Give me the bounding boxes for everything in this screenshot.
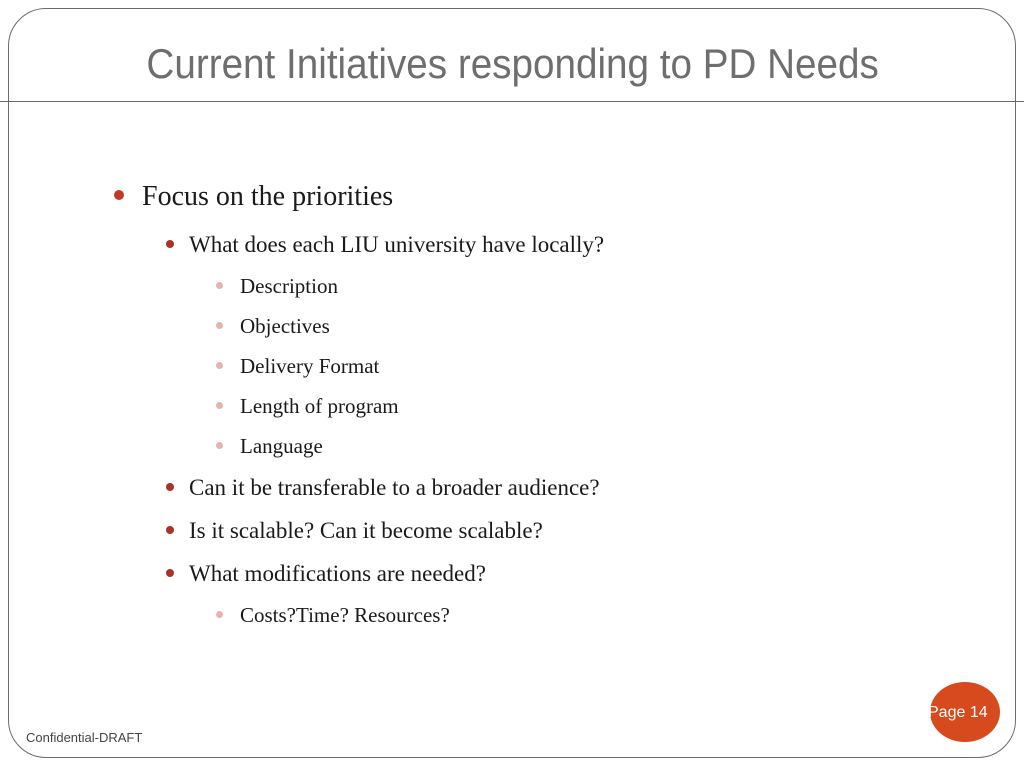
- slide-title: Current Initiatives responding to PD Needs: [146, 40, 879, 87]
- bullet-item: [216, 603, 450, 628]
- page-number: Page 14: [928, 704, 988, 721]
- bullet-item: [166, 475, 600, 501]
- bullet-dot-icon: [216, 362, 223, 369]
- bullet-item: [166, 561, 486, 587]
- bullet-dot-icon: [166, 569, 174, 577]
- bullet-dot-icon: [216, 442, 223, 449]
- bullet-text: Delivery Format: [240, 354, 380, 378]
- bullet-item: [166, 232, 604, 258]
- bullet-item: [216, 354, 379, 379]
- bullet-text: What does each LIU university have locally?: [189, 232, 605, 257]
- bullet-item: [216, 434, 323, 459]
- bullet-text: Length of program: [240, 394, 399, 418]
- bullet-dot-icon: [216, 611, 223, 618]
- bullet-dot-icon: [166, 483, 174, 491]
- bullet-dot-icon: [114, 190, 124, 200]
- bullet-dot-icon: [216, 282, 223, 289]
- bullet-text: Language: [240, 434, 323, 458]
- bullet-item: [216, 394, 399, 419]
- bullet-text: Focus on the priorities: [142, 181, 394, 212]
- bullet-text: Is it scalable? Can it become scalable?: [189, 518, 543, 543]
- footer-confidential: Confidential-DRAFT: [26, 730, 143, 745]
- bullet-text: What modifications are needed?: [189, 561, 486, 586]
- bullet-dot-icon: [216, 322, 223, 329]
- bullet-dot-icon: [216, 402, 223, 409]
- bullet-item: [216, 314, 330, 339]
- bullet-text: Can it be transferable to a broader audience?: [189, 475, 600, 500]
- bullet-text: Objectives: [240, 314, 330, 338]
- bullet-item: [166, 518, 543, 544]
- bullet-item: [114, 181, 393, 213]
- bullet-dot-icon: [166, 240, 174, 248]
- bullet-text: Costs?Time? Resources?: [240, 603, 450, 627]
- bullet-item: [216, 274, 338, 299]
- bullet-text: Description: [240, 274, 338, 298]
- bullet-dot-icon: [166, 526, 174, 534]
